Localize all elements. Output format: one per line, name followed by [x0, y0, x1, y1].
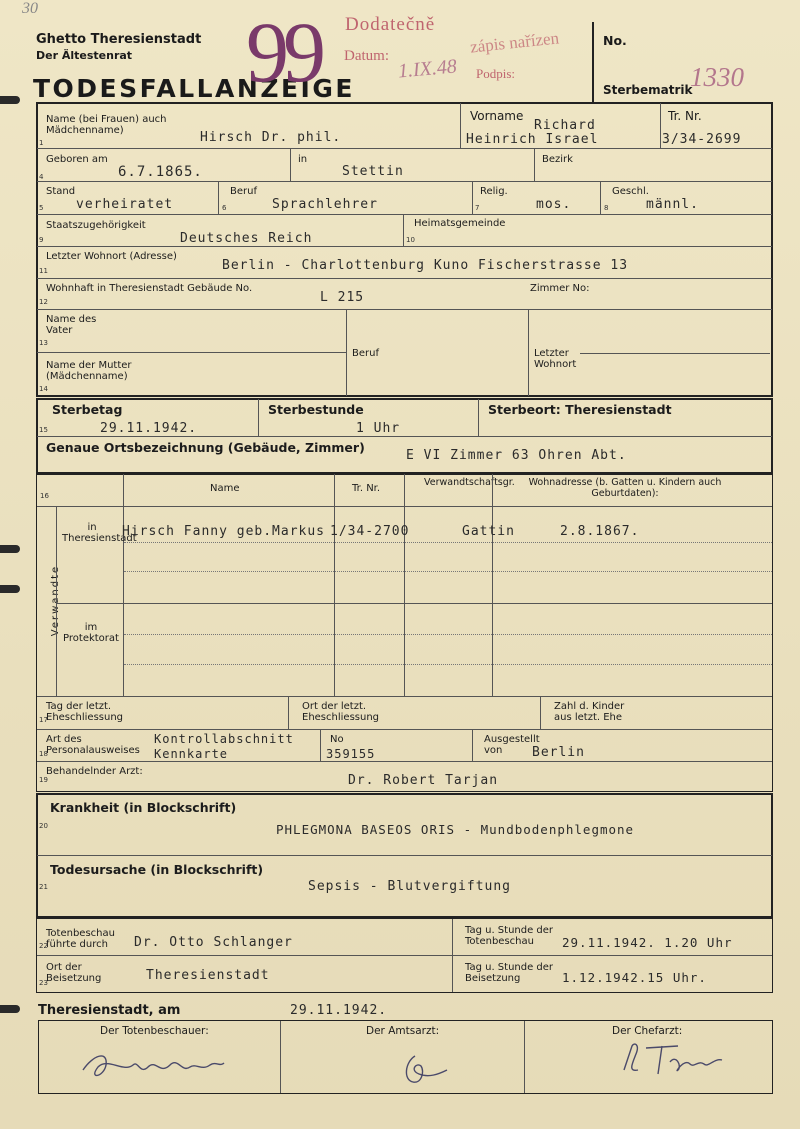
totenbeschauer-label: Der Totenbeschauer: — [100, 1025, 209, 1037]
totenbeschau-label: Totenbeschau führte durch — [46, 928, 115, 950]
relig-value: mos. — [536, 197, 572, 212]
sterbematrik-value: 1330 — [690, 62, 744, 92]
arzt-label: Behandelnder Arzt: — [46, 766, 143, 777]
ortsbez-label: Genaue Ortsbezeichnung (Gebäude, Zimmer) — [46, 440, 365, 455]
stamp-line-1: Dodatečně — [345, 14, 436, 35]
vorname-label: Vorname — [470, 109, 524, 123]
punch-hole — [0, 1005, 20, 1013]
sterbematrik-label: Sterbematrik — [603, 83, 693, 97]
beruf-value: Sprachlehrer — [272, 197, 378, 212]
tag-totenbeschau-value: 29.11.1942. 1.20 Uhr — [562, 935, 733, 950]
wohnhaft-label: Wohnhaft in Theresienstadt Gebäude No. — [46, 283, 253, 294]
art-label: Art des Personalausweises — [46, 734, 140, 756]
relig-label: Relig. — [480, 186, 508, 197]
krankheit-value: PHLEGMONA BASEOS ORIS - Mundbodenphlegmone — [276, 822, 635, 837]
ortsbez-value: E VI Zimmer 63 Ohren Abt. — [406, 448, 627, 463]
signature-totenbeschauer — [78, 1045, 228, 1085]
geschl-label: Geschl. — [612, 186, 649, 197]
death-notice-form: 30 Ghetto Theresienstadt Der Ältestenrat TODESFALLANZEIGE 99 Dodatečně Datum: 1.IX.48 Podpis: zápis nařízen No. Sterbematrik 1330 Name (bei Frauen) auch Mädchenname) 1 Hirsch Dr. phil. Vorname Richard Heinrich Israel Tr. Nr. 3/34-2699 Geboren am 4 6.7.1865. in Stettin Bezirk Stand 5 verheiratet Beruf 6 Sprachlehrer Relig. 7 mos. Geschl. 8 männl. Staatszugehörigkeit 9 Deutsches Reich Heimatsgemeinde 10 Letzter Wohnort (Adresse) 11 Berlin - Charlottenburg Kuno Fischerstrasse 13 Wohnhaft in Theresienstadt Gebäude No. 12 L 215 Zimmer No: Name des Vater 13 Name der Mutter (Mädchenname) 14 Beruf Letzter Wohnort Sterbetag 15 29.11.1942. Sterbestunde 1 Uhr Sterbeort: Theresienstadt Genaue Ortsbezeichnung (Gebäude, Zimmer) E VI Zimmer 63 Ohren Abt. 16 Name Tr. Nr. Verwandtschaftsgr. Wohnadresse (b. Gatten u. Kindern auch Geburtdaten): Verwandte in Theresienstadt im Protektorat Hirsch Fanny geb.Markus 1/34-2700 Gattin 2.8.1867. Tag der letzt. Eheschliessung 17 Ort der letzt. Eheschliessung Zahl d. Kinder aus letzt. Ehe Art des Personalausweises 18 Kontrollabschnitt Kennkarte No 359155 Ausgestellt von Berlin Behandelnder Arzt: 19 Dr. Robert Tarjan Krankheit (in Blockschrift) 20 PHLEGMONA BASEOS ORIS - Mundbodenphlegmone Todesursache (in Blockschrift) 21 Sepsis - Blutvergiftung Totenbeschau führte durch 22 Dr. Otto Schlanger Tag u. Stunde der Totenbeschau 29.11.1942. 1.20 Uhr Ort der Beisetzung 23 Theresienstadt Tag u. Stunde der Beisetzung 1.12.1942.15 Uhr. Theresienstadt, am 29.11.1942. Der Totenbeschauer: Der Amtsarzt: Der Chefarzt: — [0, 0, 800, 1129]
verw-header: Verwandtschaftsgr. — [424, 477, 515, 488]
staat-label: Staatszugehörigkeit — [46, 220, 146, 231]
trnr-header: Tr. Nr. — [352, 483, 381, 494]
tag-beisetzung-label: Tag u. Stunde der Beisetzung — [465, 962, 554, 984]
krankheit-label: Krankheit (in Blockschrift) — [50, 800, 237, 815]
sterbestunde-label: Sterbestunde — [268, 402, 364, 417]
name-value: Hirsch Dr. phil. — [200, 130, 342, 145]
amtsarzt-label: Der Amtsarzt: — [366, 1025, 440, 1037]
zimmer-label: Zimmer No: — [530, 283, 590, 294]
trnr-value: 3/34-2699 — [662, 132, 742, 147]
relative-verw: Gattin — [462, 524, 515, 539]
org-line-1: Ghetto Theresienstadt — [36, 32, 202, 47]
verwandte-side-label: Verwandte — [50, 564, 62, 637]
chefarzt-label: Der Chefarzt: — [612, 1025, 683, 1037]
vater-label: Name des Vater — [46, 314, 97, 336]
no-label: No. — [603, 33, 627, 48]
staat-value: Deutsches Reich — [180, 231, 313, 246]
big-number: 99 — [246, 4, 320, 100]
stamp-right: zápis nařízen — [469, 28, 560, 57]
form-title: TODESFALLANZEIGE — [33, 74, 355, 103]
place-date-value: 29.11.1942. — [290, 1003, 388, 1018]
ehe-ort-label: Ort der letzt. Eheschliessung — [302, 701, 380, 723]
art-value-1: Kontrollabschnitt — [154, 732, 294, 746]
punch-hole — [0, 585, 20, 593]
wohnort-value: Berlin - Charlottenburg Kuno Fischerstrasse 13 — [222, 258, 629, 273]
relative-trnr: 1/34-2700 — [330, 524, 410, 539]
wohnort-label: Letzter Wohnort (Adresse) — [46, 251, 177, 262]
ausgestellt-value: Berlin — [532, 745, 585, 760]
in-there-label: in Theresienstadt — [62, 522, 137, 544]
geschl-value: männl. — [646, 197, 699, 212]
tag-totenbeschau-label: Tag u. Stunde der Totenbeschau — [465, 925, 554, 947]
adresse-header: Wohnadresse (b. Gatten u. Kindern auch Geburtdaten): — [528, 477, 722, 499]
geboren-label: Geboren am — [46, 154, 108, 165]
geboren-value: 6.7.1865. — [118, 164, 203, 180]
ausweis-no-label: No — [330, 734, 344, 745]
heimat-label: Heimatsgemeinde — [414, 218, 506, 229]
trnr-label: Tr. Nr. — [668, 109, 702, 123]
signature-amtsarzt — [395, 1052, 455, 1088]
ehe-tag-label: Tag der letzt. Eheschliessung — [46, 701, 124, 723]
beisetzung-ort-value: Theresienstadt — [146, 968, 270, 983]
place-date-label: Theresienstadt, am — [38, 1003, 181, 1018]
sterbestunde-value: 1 Uhr — [356, 421, 401, 436]
letzter-wohnort-label: Letzter Wohnort — [534, 348, 577, 370]
relative-name: Hirsch Fanny geb.Markus — [122, 524, 326, 539]
stamp-date: 1.IX.48 — [397, 55, 458, 83]
kinder-label: Zahl d. Kinder aus letzt. Ehe — [554, 701, 625, 723]
ausgestellt-label: Ausgestellt von — [484, 734, 540, 756]
in-label: in — [298, 154, 308, 165]
art-value-2: Kennkarte — [154, 747, 229, 761]
in-value: Stettin — [342, 164, 404, 179]
stand-label: Stand — [46, 186, 76, 197]
stamp-line-2: Datum: — [344, 48, 389, 64]
beruf-label: Beruf — [230, 186, 257, 197]
stamp-podpis: Podpis: — [476, 66, 516, 81]
signature-chefarzt — [618, 1040, 728, 1082]
name-label: Name (bei Frauen) auch Mädchenname) — [46, 114, 167, 136]
vorname-value-2: Heinrich Israel — [466, 132, 599, 147]
ursache-value: Sepsis - Blutvergiftung — [308, 879, 512, 894]
beruf2-label: Beruf — [352, 348, 379, 359]
bezirk-label: Bezirk — [542, 154, 573, 165]
punch-hole — [0, 96, 20, 104]
name-header: Name — [210, 483, 240, 494]
stand-value: verheiratet — [76, 197, 174, 212]
vorname-value-1: Richard — [534, 118, 596, 133]
corner-note: 30 — [22, 0, 38, 17]
mutter-label: Name der Mutter (Mädchenname) — [46, 360, 132, 382]
sterbeort-label: Sterbeort: Theresienstadt — [488, 402, 672, 417]
ausweis-no-value: 359155 — [326, 747, 376, 761]
wohnhaft-value: L 215 — [320, 290, 365, 305]
tag-beisetzung-value: 1.12.1942.15 Uhr. — [562, 970, 707, 985]
punch-hole — [0, 545, 20, 553]
totenbeschau-value: Dr. Otto Schlanger — [134, 935, 293, 950]
beisetzung-ort-label: Ort der Beisetzung — [46, 962, 102, 984]
im-prot-label: im Protektorat — [63, 622, 119, 644]
arzt-value: Dr. Robert Tarjan — [348, 773, 499, 788]
relative-addr: 2.8.1867. — [560, 524, 640, 539]
sterbetag-label: Sterbetag — [52, 402, 123, 417]
sterbetag-value: 29.11.1942. — [100, 421, 198, 436]
ursache-label: Todesursache (in Blockschrift) — [50, 862, 264, 877]
org-line-2: Der Ältestenrat — [36, 49, 133, 62]
